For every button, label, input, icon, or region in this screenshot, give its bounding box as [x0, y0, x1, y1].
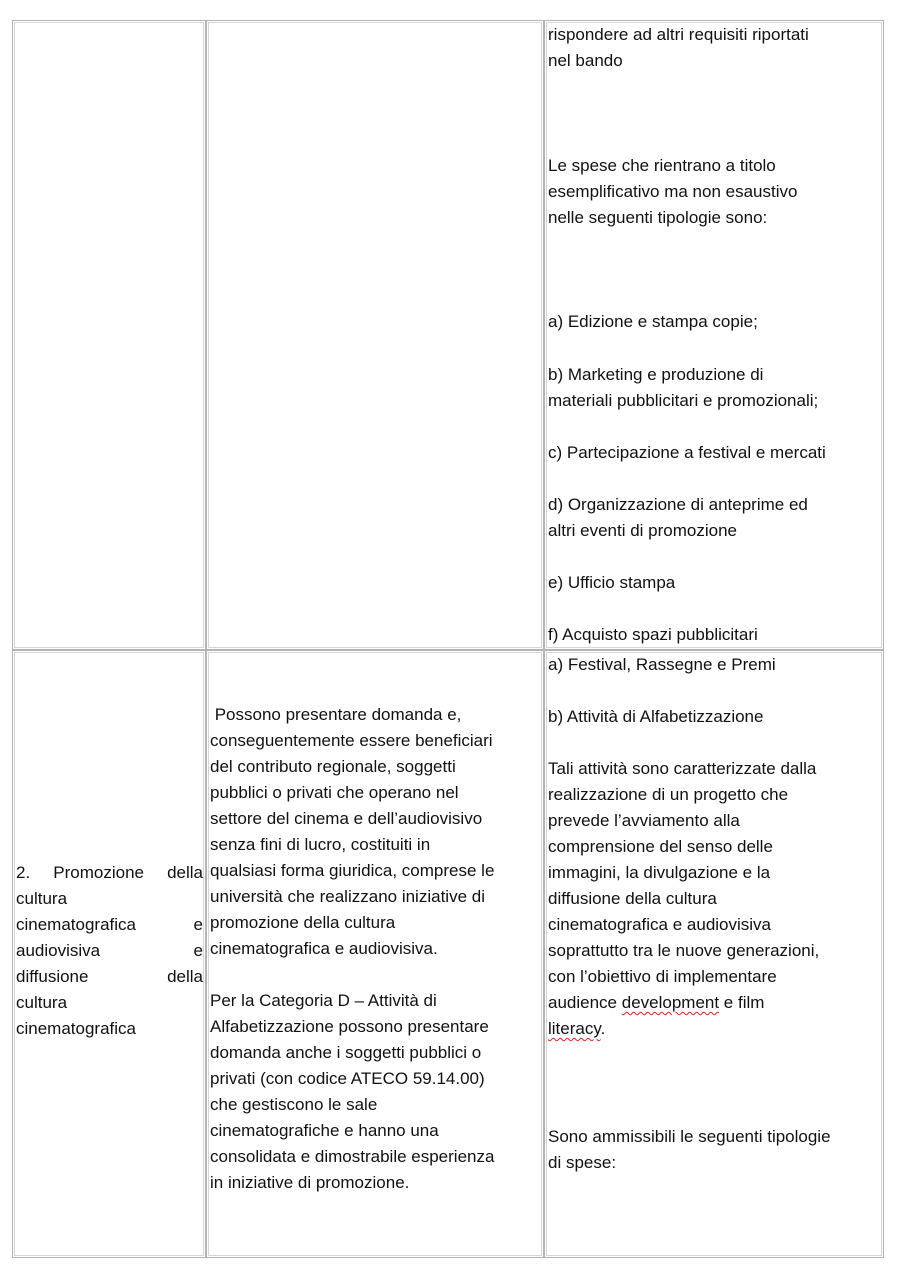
text-line: prevede l’avviamento alla — [548, 811, 740, 830]
category-line: cultura — [16, 889, 68, 908]
row2-expenses-cell — [544, 650, 884, 1258]
text-line: domanda anche i soggetti pubblici o — [210, 1043, 482, 1062]
text-line: Possono presentare domanda e, — [210, 705, 462, 724]
text-line: realizzazione di un progetto che — [548, 785, 789, 804]
text-line: diffusione della cultura — [548, 889, 717, 908]
list-item: f) Acquisto spazi pubblicitari — [548, 625, 758, 644]
list-item: b) Marketing e produzione di — [548, 365, 764, 384]
text-line: promozione della cultura — [210, 913, 396, 932]
text-line: esemplificativo ma non esaustivo — [548, 182, 798, 201]
category-line — [16, 964, 203, 990]
text-word: della — [167, 863, 203, 882]
text-line: conseguentemente essere beneficiari — [210, 731, 493, 750]
spellcheck-word: development — [621, 993, 720, 1012]
document-table — [12, 20, 884, 1258]
text-line: che gestiscono le sale — [210, 1095, 378, 1114]
text-line: immagini, la divulgazione e la — [548, 863, 771, 882]
text-word: 2. — [16, 863, 31, 882]
text-line: nel bando — [548, 51, 623, 70]
category-line — [16, 938, 203, 964]
text-word: e — [193, 915, 203, 934]
text-line — [548, 1016, 881, 1042]
text-line: nelle seguenti tipologie sono: — [548, 208, 768, 227]
text-line: comprensione del senso delle — [548, 837, 773, 856]
text-line: cinematografica e audiovisiva. — [210, 939, 438, 958]
category-line: cinematografica — [16, 1019, 137, 1038]
text-line: cinematografica e audiovisiva — [548, 915, 772, 934]
list-item: e) Ufficio stampa — [548, 573, 676, 592]
text-line: settore del cinema e dell’audiovisivo — [210, 809, 483, 828]
text-word: audiovisiva — [16, 941, 101, 960]
list-item: altri eventi di promozione — [548, 521, 737, 540]
text-word: cinematografica — [16, 915, 137, 934]
text-line: qualsiasi forma giuridica, comprese le — [210, 861, 495, 880]
text-line: università che realizzano iniziative di — [210, 887, 485, 906]
text-line: Le spese che rientrano a titolo — [548, 156, 776, 175]
text-line: in iniziative di promozione. — [210, 1173, 410, 1192]
text-line: consolidata e dimostrabile esperienza — [210, 1147, 495, 1166]
list-item: materiali pubblicitari e promozionali; — [548, 391, 819, 410]
list-item: b) Attività di Alfabetizzazione — [548, 707, 764, 726]
list-item: a) Edizione e stampa copie; — [548, 312, 758, 331]
text-word: Promozione — [53, 863, 144, 882]
spellcheck-word: literacy — [548, 1019, 601, 1038]
row2-beneficiaries-cell — [206, 650, 544, 1258]
text-line: senza fini di lucro, costituiti in — [210, 835, 431, 854]
text-line: privati (con codice ATECO 59.14.00) — [210, 1069, 485, 1088]
text-line: Sono ammissibili le seguenti tipologie — [548, 1127, 831, 1146]
text-word: della — [167, 967, 203, 986]
text-line: Alfabetizzazione possono presentare — [210, 1017, 489, 1036]
list-item: c) Partecipazione a festival e mercati — [548, 443, 826, 462]
text-line: con l’obiettivo di implementare — [548, 967, 777, 986]
text-word: e — [193, 941, 203, 960]
text-run: audience — [548, 993, 622, 1012]
text-line: Tali attività sono caratterizzate dalla — [548, 759, 817, 778]
text-line: soprattutto tra le nuove generazioni, — [548, 941, 820, 960]
text-line — [548, 990, 881, 1016]
list-item: a) Festival, Rassegne e Premi — [548, 655, 776, 674]
text-line: rispondere ad altri requisiti riportati — [548, 25, 809, 44]
row1-expenses-cell — [544, 20, 884, 650]
text-line: pubblici o privati che operano nel — [210, 783, 459, 802]
text-line: del contributo regionale, soggetti — [210, 757, 456, 776]
row1-category-cell — [12, 20, 206, 650]
text-run: . — [600, 1019, 606, 1038]
text-line: di spese: — [548, 1153, 617, 1172]
text-run: e film — [719, 993, 765, 1012]
row1-beneficiaries-cell — [206, 20, 544, 650]
category-line — [16, 860, 203, 886]
text-line: cinematografiche e hanno una — [210, 1121, 439, 1140]
text-word: diffusione — [16, 967, 89, 986]
text-line: Per la Categoria D – Attività di — [210, 991, 437, 1010]
category-line — [16, 912, 203, 938]
list-item: d) Organizzazione di anteprime ed — [548, 495, 808, 514]
category-line: cultura — [16, 993, 68, 1012]
row2-category-cell — [12, 650, 206, 1258]
